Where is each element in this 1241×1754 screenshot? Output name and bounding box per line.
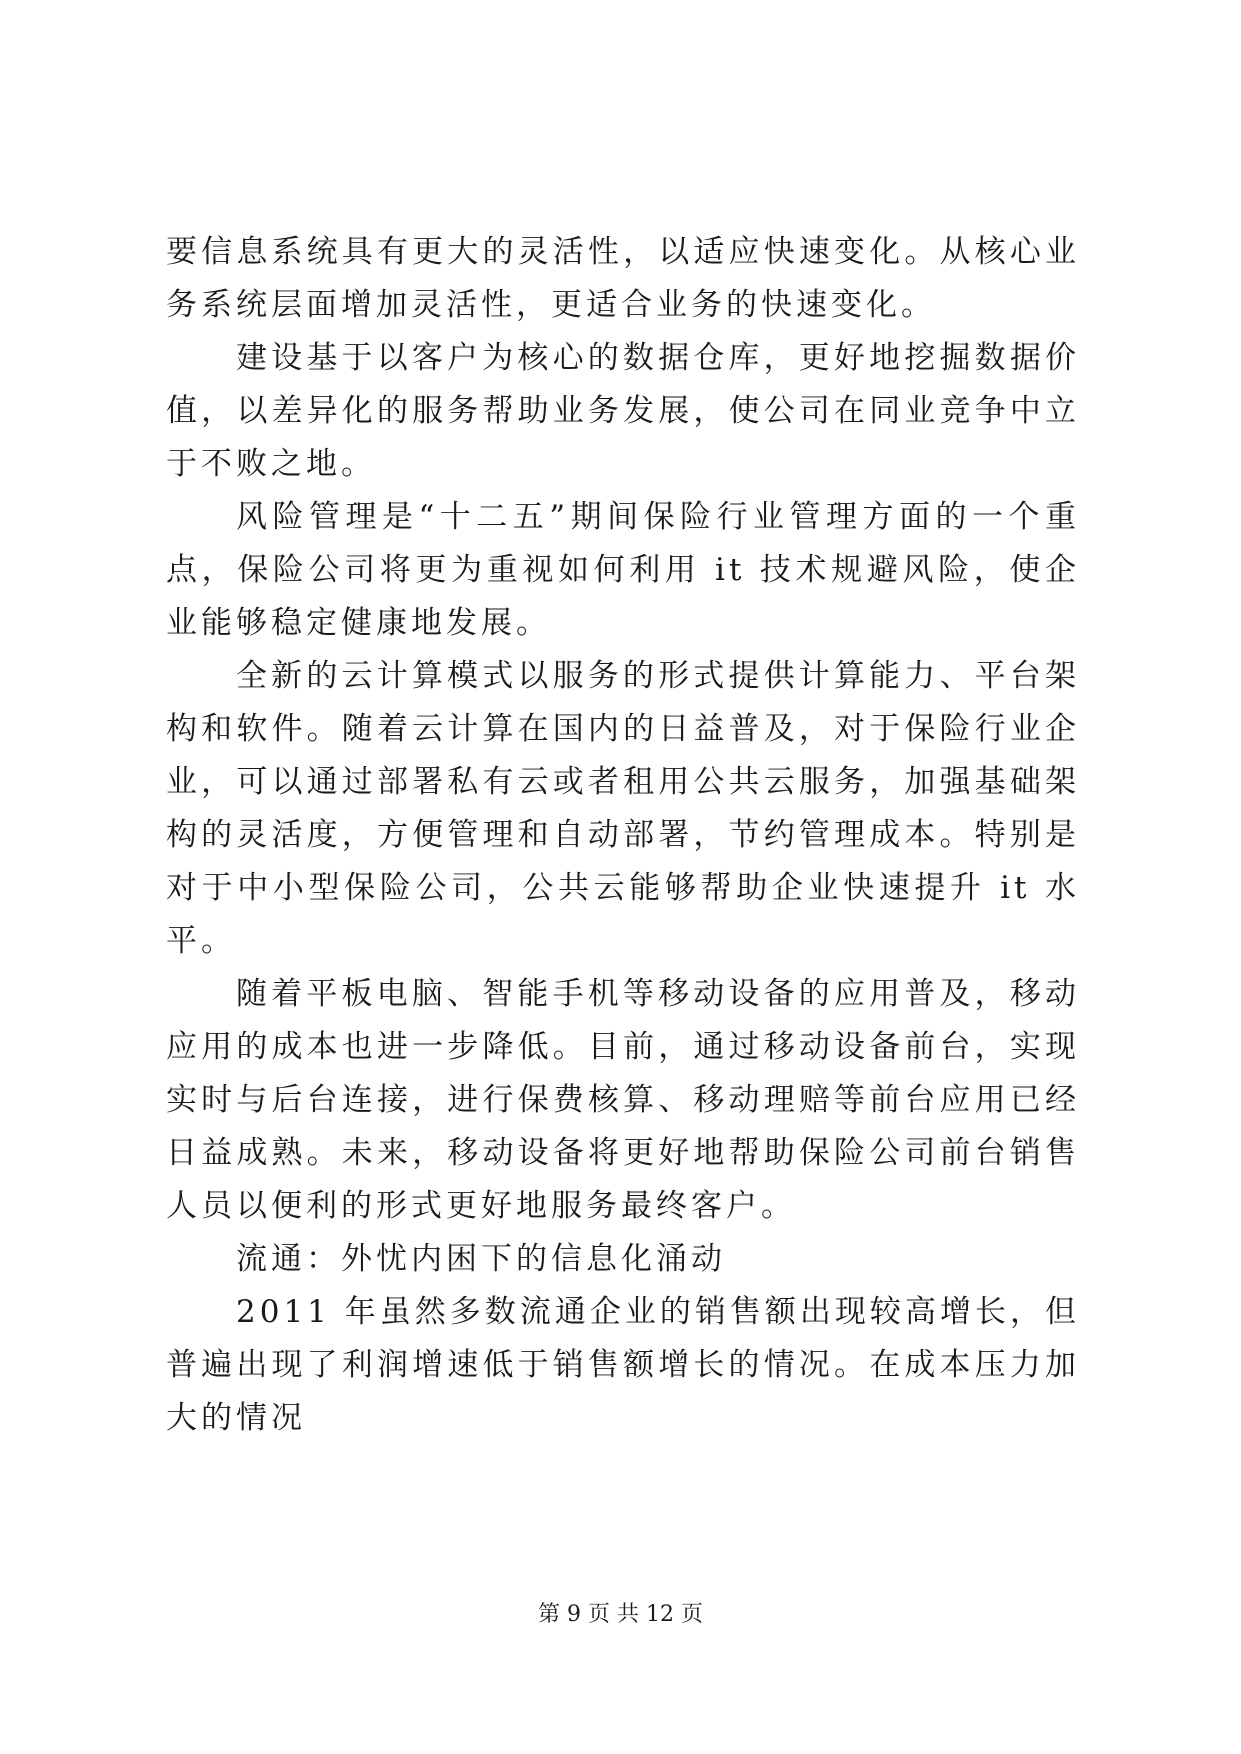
paragraph: 全新的云计算模式以服务的形式提供计算能力、平台架构和软件。随着云计算在国内的日益普及，对于保险行业企业，可以通过部署私有云或者租用公共云服务，加强基础架构的灵活度，方便管理和自动部署，节约管理成本。特别是对于中小型保险公司，公共云能够帮助企业快速提升 it 水平。 [166,658,1080,959]
page-footer [0,1600,1241,1630]
paragraph: 建设基于以客户为核心的数据仓库，更好地挖掘数据价值，以差异化的服务帮助业务发展，使公司在同业竞争中立于不败之地。 [166,340,1080,482]
paragraph: 随着平板电脑、智能手机等移动设备的应用普及，移动应用的成本也进一步降低。目前，通过移动设备前台，实现实时与后台连接，进行保费核算、移动理赔等前台应用已经日益成熟。未来，移动设备将更好地帮助保险公司前台销售人员以便利的形式更好地服务最终客户。 [166,976,1080,1224]
paragraph: 要信息系统具有更大的灵活性，以适应快速变化。从核心业务系统层面增加灵活性，更适合业务的快速变化。 [166,234,1080,323]
document-body [166,226,1080,1445]
paragraph: 风险管理是“十二五”期间保险行业管理方面的一个重点，保险公司将更为重视如何利用 it 技术规避风险，使企业能够稳定健康地发展。 [166,499,1080,641]
section-heading: 流通：外忧内困下的信息化涌动 [236,1241,726,1277]
page-number-label: 第 9 页 共 12 页 [538,1602,703,1627]
paragraph: 2011 年虽然多数流通企业的销售额出现较高增长，但普遍出现了利润增速低于销售额增长的情况。在成本压力加大的情况 [166,1294,1080,1436]
